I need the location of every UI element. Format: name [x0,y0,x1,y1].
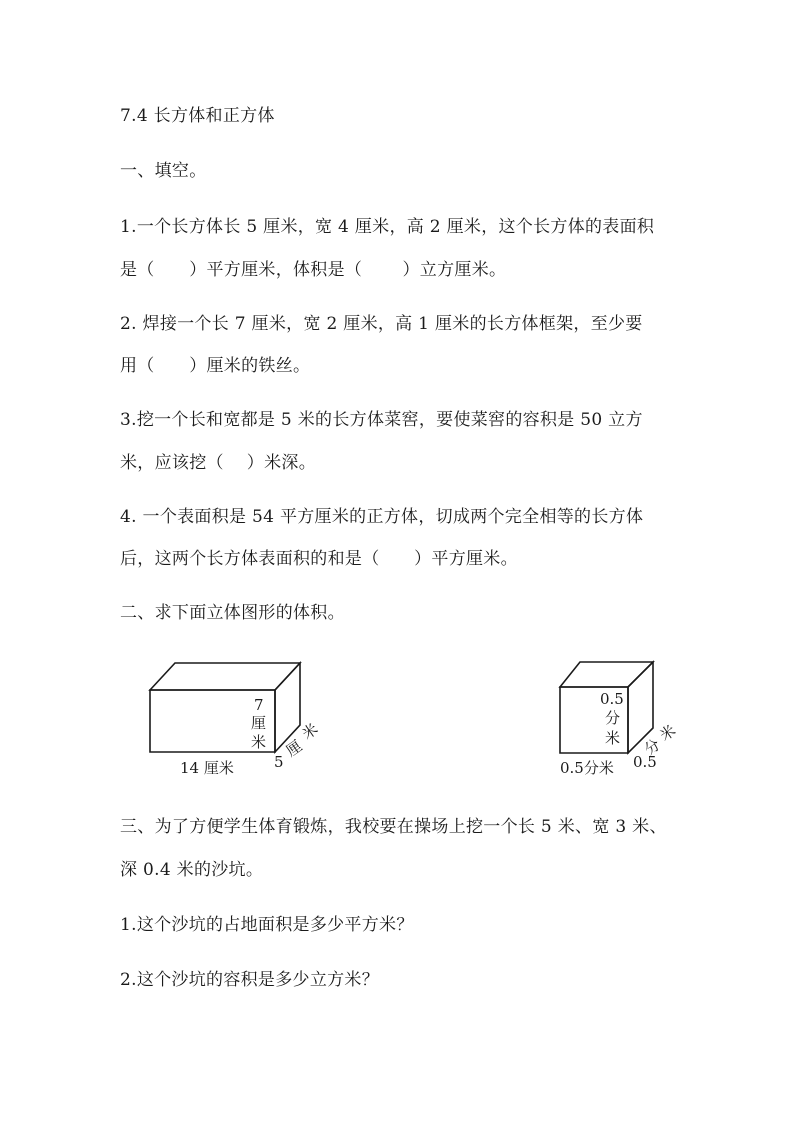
question-2-line-2: 用（ ）厘米的铁丝。 [120,356,311,376]
cube-height-unit-1: 分 [605,709,621,727]
cube-figure [550,655,690,780]
cuboid-length-label: 14 厘米 [180,759,234,777]
cube-height-unit-2: 米 [605,729,621,747]
cube-length-label: 0.5分米 [560,759,614,777]
cube-width-number: 0.5 [633,753,657,771]
question-2-line-1: 2. 焊接一个长 7 厘米，宽 2 厘米，高 1 厘米的长方体框架，至少要 [120,314,643,334]
question-1-line-1: 1.一个长方体长 5 厘米，宽 4 厘米，高 2 厘米，这个长方体的表面积 [120,217,655,237]
cube-top-face [560,662,653,687]
section3-question-1: 1.这个沙坑的占地面积是多少平方米？ [120,915,414,935]
cuboid-width-number: 5 [274,753,284,771]
question-4-line-2: 后，这两个长方体表面积的和是（ ）平方厘米。 [120,549,518,569]
cuboid-height-number: 7 [254,696,264,714]
cube-height-number: 0.5 [600,690,624,708]
section3-question-2: 2.这个沙坑的容积是多少立方米？ [120,970,380,990]
cube-width-unit-2: 米 [656,721,680,745]
question-3-line-2: 米，应该挖（ ）米深。 [120,453,317,473]
cuboid-height-unit-2: 米 [251,733,267,751]
cuboid-figure [140,655,330,780]
section1-heading: 一、填空。 [120,161,207,181]
cuboid-side-face [275,663,300,752]
question-4-line-1: 4. 一个表面积是 54 平方厘米的正方体，切成两个完全相等的长方体 [120,507,644,527]
cuboid-top-face [150,663,300,690]
cuboid-width-unit-2: 米 [298,719,322,744]
question-3-line-1: 3.挖一个长和宽都是 5 米的长方体菜窖，要使菜窖的容积是 50 立方 [120,410,643,430]
cuboid-height-unit-1: 厘 [251,714,267,732]
cube-width-unit-1: 分 [640,735,664,759]
cuboid-width-unit-1: 厘 [282,736,306,761]
section2-heading: 二、求下面立体图形的体积。 [120,603,345,623]
page-title: 7.4 长方体和正方体 [120,106,275,126]
question-1-line-2: 是（ ）平方厘米，体积是（ ）立方厘米。 [120,260,507,280]
section3-heading-line-2: 深 0.4 米的沙坑。 [120,860,264,880]
section3-heading-line-1: 三、为了方便学生体育锻炼，我校要在操场上挖一个长 5 米、宽 3 米、 [120,817,667,837]
